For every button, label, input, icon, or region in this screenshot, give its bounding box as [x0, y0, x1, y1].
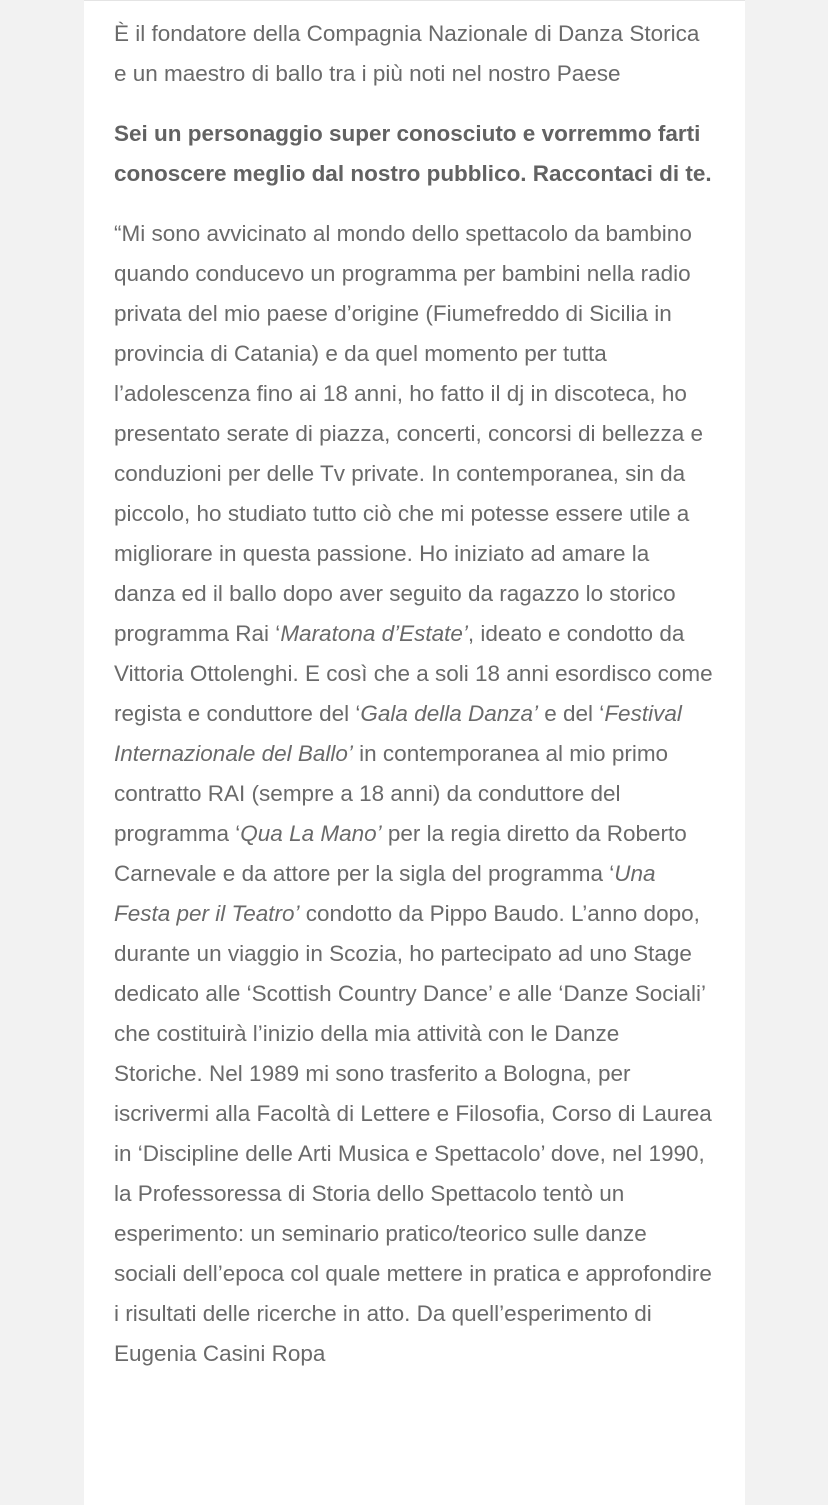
answer-text: condotto da Pippo Baudo. L’anno dopo, durante un viaggio in Scozia, ho partecipato ad uno Stage dedicato alle ‘Scottish Country Dance’ e alle ‘Danze Sociali’ che costituirà l’inizio della mia attività con le Danze Storiche. Nel 1989 mi sono trasferito a Bologna, per iscrivermi alla Facoltà di Lettere e Filosofia, Corso di Laurea in ‘Discipline delle Arti Musica e Spettacolo’ dove, nel 1990, la Professoressa di Storia dello Spettacolo tentò un esperimento: un seminario pratico/teorico sulle danze sociali dell’epoca col quale mettere in pratica e approfondire i risultati delle ricerche in atto. Da quell’esperimento di Eugenia Casini Ropa [114, 901, 712, 1366]
interview-question: Sei un personaggio super conosciuto e vorremmo farti conoscere meglio dal nostro pubblico. Raccontaci di te. [114, 121, 712, 186]
answer-italic-title: Qua La Mano’ [240, 821, 382, 846]
top-divider [84, 0, 745, 1]
answer-text: per la regia diretto da Roberto Carnevale e da attore per la sigla del programma ‘ [114, 821, 687, 886]
answer-text: in contemporanea al mio primo contratto RAI (sempre a 18 anni) da conduttore del programma ‘ [114, 741, 669, 846]
answer-text: e del ‘ [538, 701, 605, 726]
answer-italic-title: Maratona d’Estate’ [280, 621, 468, 646]
answer-text: , ideato e condotto da Vittoria Ottolenghi. E così che a soli 18 anni esordisco come regista e conduttore del ‘ [114, 621, 713, 726]
article-page [84, 0, 745, 1505]
interview-answer [114, 214, 714, 1374]
answer-italic-title: Gala della Danza’ [360, 701, 539, 726]
answer-italic-title: Festival Internazionale del Ballo’ [114, 701, 682, 766]
article-intro: È il fondatore della Compagnia Nazionale di Danza Storica e un maestro di ballo tra i più noti nel nostro Paese [114, 21, 700, 86]
article-body [114, 14, 714, 1374]
answer-italic-title: Una Festa per il Teatro’ [114, 861, 656, 926]
answer-text: “Mi sono avvicinato al mondo dello spettacolo da bambino quando conducevo un programma per bambini nella radio privata del mio paese d’origine (Fiumefreddo di Sicilia in provincia di Catania) e da quel momento per tutta l’adolescenza fino ai 18 anni, ho fatto il dj in discoteca, ho presentato serate di piazza, concerti, concorsi di bellezza e conduzioni per delle Tv private. In contemporanea, sin da piccolo, ho studiato tutto ciò che mi potesse essere utile a migliorare in questa passione. Ho iniziato ad amare la danza ed il ballo dopo aver seguito da ragazzo lo storico programma Rai ‘ [114, 221, 704, 646]
